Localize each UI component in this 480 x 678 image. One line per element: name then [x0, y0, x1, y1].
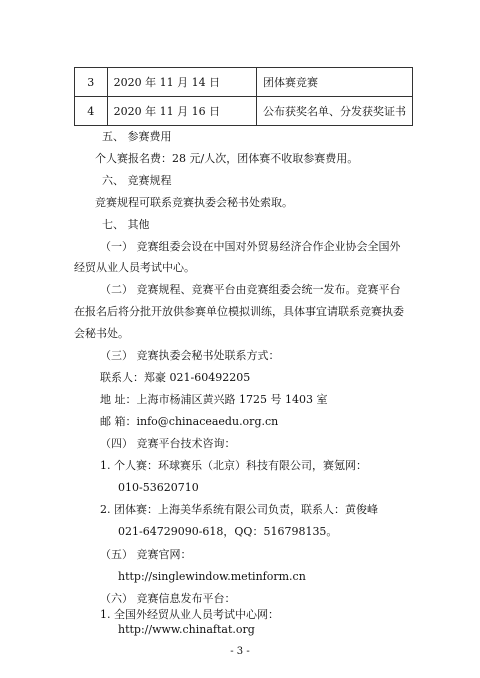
row-date: 2020 年 11 月 16 日 — [107, 97, 256, 126]
row-item: 公布获奖名单、分发获奖证书 — [257, 97, 413, 126]
row-number: 3 — [75, 68, 108, 97]
contact-email: 邮 箱：info@chinaceaedu.org.cn — [100, 415, 279, 428]
rules-body: 竞赛规程可联系竞赛执委会秘书处索取。 — [95, 196, 293, 209]
other-p1-line1: （一） 竞赛组委会设在中国对外贸易经济合作企业协会全国外 — [100, 240, 401, 253]
fee-body: 个人赛报名费：28 元/人次，团体赛不收取参赛费用。 — [95, 152, 359, 165]
table-row — [75, 68, 413, 97]
other-p4: （四） 竞赛平台技术咨询： — [100, 437, 236, 450]
rules-heading: 六、 竞赛规程 — [102, 174, 172, 187]
contact-address: 地 址：上海市杨浦区黄兴路 1725 号 1403 室 — [100, 393, 328, 406]
tech-item-2-line1: 2. 团体赛：上海美华系统有限公司负责，联系人：黄俊峰 — [100, 503, 378, 516]
page-number: - 3 - — [230, 646, 250, 657]
tech-item-1-line1: 1. 个人赛：环球赛乐（北京）科技有限公司，赛氪网： — [100, 459, 367, 472]
table-row — [75, 97, 413, 126]
contact-person: 联系人：郑豪 021-60492205 — [100, 371, 251, 384]
row-item: 团体赛竞赛 — [257, 68, 413, 97]
publish-site-link[interactable]: http://www.chinaftat.org — [118, 623, 255, 636]
tech-item-1-line2: 010-53620710 — [118, 481, 199, 494]
other-p2-line2: 在报名后将分批开放供参赛单位模拟训练，具体事宜请联系竞赛执委 — [74, 305, 404, 318]
publish-item-1: 1. 全国外经贸从业人员考试中心网： — [100, 608, 279, 621]
other-p5: （五） 竞赛官网： — [100, 548, 192, 561]
schedule-table — [74, 67, 413, 126]
other-p3: （三） 竞赛执委会秘书处联系方式： — [100, 349, 280, 362]
tech-item-2-line2: 021-64729090-618，QQ：516798135。 — [118, 525, 338, 538]
fee-heading: 五、 参赛费用 — [102, 130, 172, 143]
other-p6: （六） 竞赛信息发布平台： — [100, 592, 236, 605]
other-p2-line3: 会秘书处。 — [74, 327, 129, 340]
other-p1-line2: 经贸从业人员考试中心。 — [74, 261, 195, 274]
other-p2-line1: （二） 竞赛规程、竞赛平台由竞赛组委会统一发布。竞赛平台 — [100, 283, 401, 296]
other-heading: 七、 其他 — [102, 218, 150, 231]
official-site-link[interactable]: http://singlewindow.metinform.cn — [118, 570, 306, 583]
row-number: 4 — [75, 97, 108, 126]
row-date: 2020 年 11 月 14 日 — [107, 68, 256, 97]
